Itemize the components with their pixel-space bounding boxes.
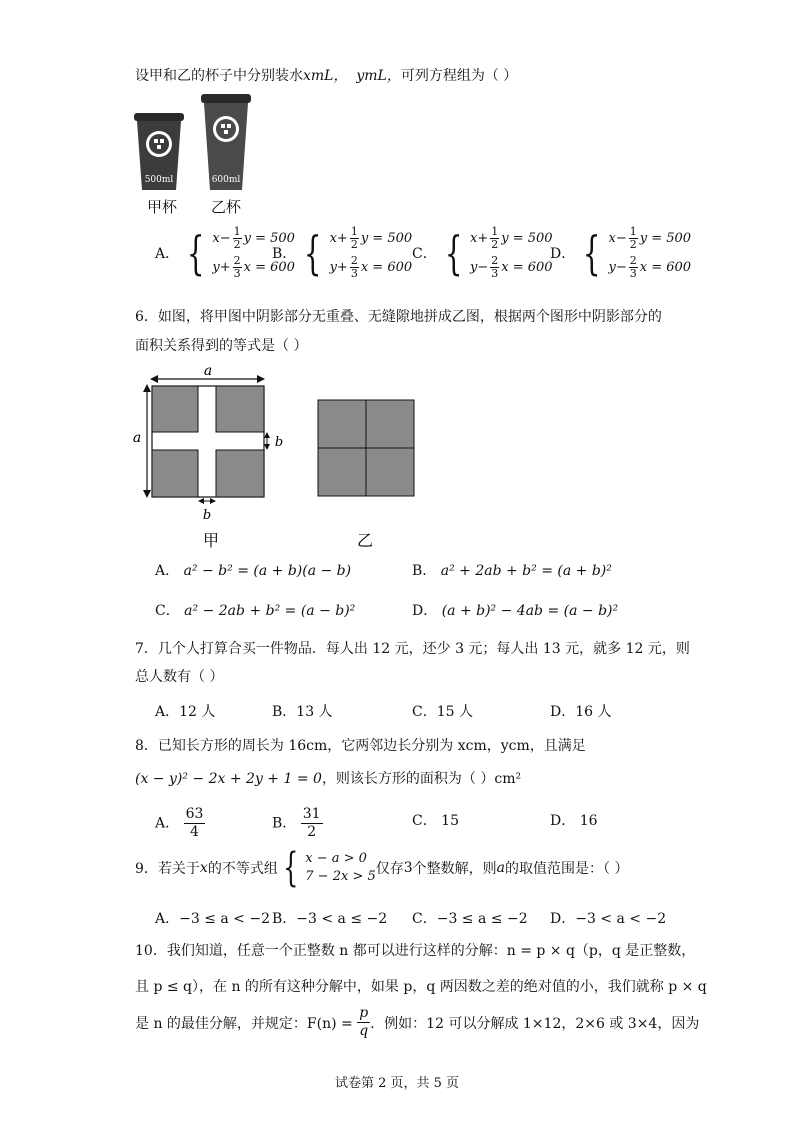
fig2-caption: 乙: [356, 531, 374, 550]
q10-line2: 且 p ≤ q），在 n 的所有这种分解中，如果 p，q 两因数之差的绝对值的小，我们就称 p × q: [135, 979, 707, 995]
fig-label-a-top: a: [203, 363, 213, 379]
cups-illustration: [130, 92, 260, 196]
q8-equation: (x − y)² − 2x + 2y + 1 = 0: [135, 771, 322, 787]
q5-option-d[interactable]: D． { x− $\frac{1}{2}$ y = 500 y− $\frac{2}{3}$ x = 600: [550, 225, 692, 280]
cup1-caption: 甲杯: [147, 198, 178, 216]
q7-line1: 7．几个人打算合买一件物品．每人出 12 元，还少 3 元；每人出 13 元，就多 12 元，则: [135, 641, 690, 657]
q7-line2: 总人数有（ ）: [135, 669, 224, 685]
q7-option-b[interactable]: B．13 人: [272, 704, 333, 720]
cup1-volume-label: 500ml: [144, 175, 174, 185]
q6-option-b[interactable]: B． a² + 2ab + b² = (a + b)²: [412, 563, 612, 579]
cup2-volume-label: 600ml: [211, 175, 241, 185]
cup2-caption: 乙杯: [211, 198, 242, 216]
q10-line3: 是 n 的最佳分解，并规定：F(n) = $\frac{p}{q}$ ．例如：12 可以分解成 1×12，2×6 或 3×4，因为: [135, 1005, 700, 1039]
fig-label-b-right: b: [274, 435, 284, 450]
cup-600-icon: [201, 94, 251, 190]
intro-text-a: 设甲和乙的杯子中分别装水: [135, 68, 303, 84]
q5-option-a[interactable]: A． { x− $\frac{1}{2}$ y = 500 y+ $\frac{2}{3}$ x = 600: [155, 225, 295, 280]
q9-stem: 9．若关于 x 的不等式组 { x − a > 0 7 − 2x > 5 仅存 3 个整数解，则 a 的取值范围是：（ ）: [135, 845, 629, 891]
cup-500-icon: [134, 113, 184, 190]
q7-option-c[interactable]: C．15 人: [412, 704, 473, 720]
q7-option-a[interactable]: A．12 人: [155, 704, 216, 720]
q8-option-b[interactable]: B． $\frac{31}{2}$: [272, 806, 321, 840]
q7-option-d[interactable]: D．16 人: [550, 704, 612, 720]
q6-option-c[interactable]: C． a² − 2ab + b² = (a − b)²: [155, 603, 356, 619]
q9-option-d[interactable]: D．−3 < a < −2: [550, 911, 667, 927]
fig-label-a-left: a: [132, 430, 142, 446]
q6-line1: 6．如图，将甲图中阴影部分无重叠、无缝隙地拼成乙图，根据两个图形中阴影部分的: [135, 309, 662, 325]
q10-line1: 10．我们知道，任意一个正整数 n 都可以进行这样的分解：n = p × q（p，q 是正整数，: [135, 943, 696, 959]
q9-ineq-2: 7 − 2x > 5: [305, 869, 376, 884]
q8-line2-text: ，则该长方形的面积为（ ）cm²: [321, 771, 522, 787]
q5-option-c[interactable]: C． { x+ $\frac{1}{2}$ y = 500 y− $\frac{2}{3}$ x = 600: [412, 225, 553, 280]
fig1-caption: 甲: [202, 531, 220, 550]
q5-option-b[interactable]: B． { x+ $\frac{1}{2}$ y = 500 y+ $\frac{2}{3}$ x = 600: [272, 225, 413, 280]
fig-label-b-bottom: b: [202, 508, 212, 523]
q6-figure: [128, 362, 428, 552]
intro-x-unit: xmL，: [303, 68, 348, 84]
page-footer: 试卷第 2 页，共 5 页: [334, 1076, 460, 1091]
q6-option-a[interactable]: A． a² − b² = (a + b)(a − b): [155, 563, 352, 579]
intro-y-unit: ymL，: [356, 68, 401, 84]
q9-option-a[interactable]: A．−3 ≤ a < −2: [155, 911, 270, 927]
q9-option-b[interactable]: B．−3 < a ≤ −2: [272, 911, 388, 927]
q9-option-c[interactable]: C．−3 ≤ a ≤ −2: [412, 911, 528, 927]
q8-option-a[interactable]: A． $\frac{63}{4}$: [155, 806, 204, 840]
intro-text-b: 可列方程组为（ ）: [400, 68, 518, 84]
q8-line2: [135, 769, 521, 789]
q5-intro: [135, 66, 517, 86]
q6-line2: 面积关系得到的等式是（ ）: [135, 338, 308, 354]
q8-option-d[interactable]: D． 16: [550, 813, 598, 829]
q6-option-d[interactable]: D． (a + b)² − 4ab = (a − b)²: [412, 603, 619, 619]
q8-option-c[interactable]: C． 15: [412, 813, 459, 829]
q9-ineq-1: x − a > 0: [305, 851, 367, 866]
q8-line1: 8．已知长方形的周长为 16cm，它两邻边长分别为 xcm，ycm，且满足: [135, 738, 586, 754]
